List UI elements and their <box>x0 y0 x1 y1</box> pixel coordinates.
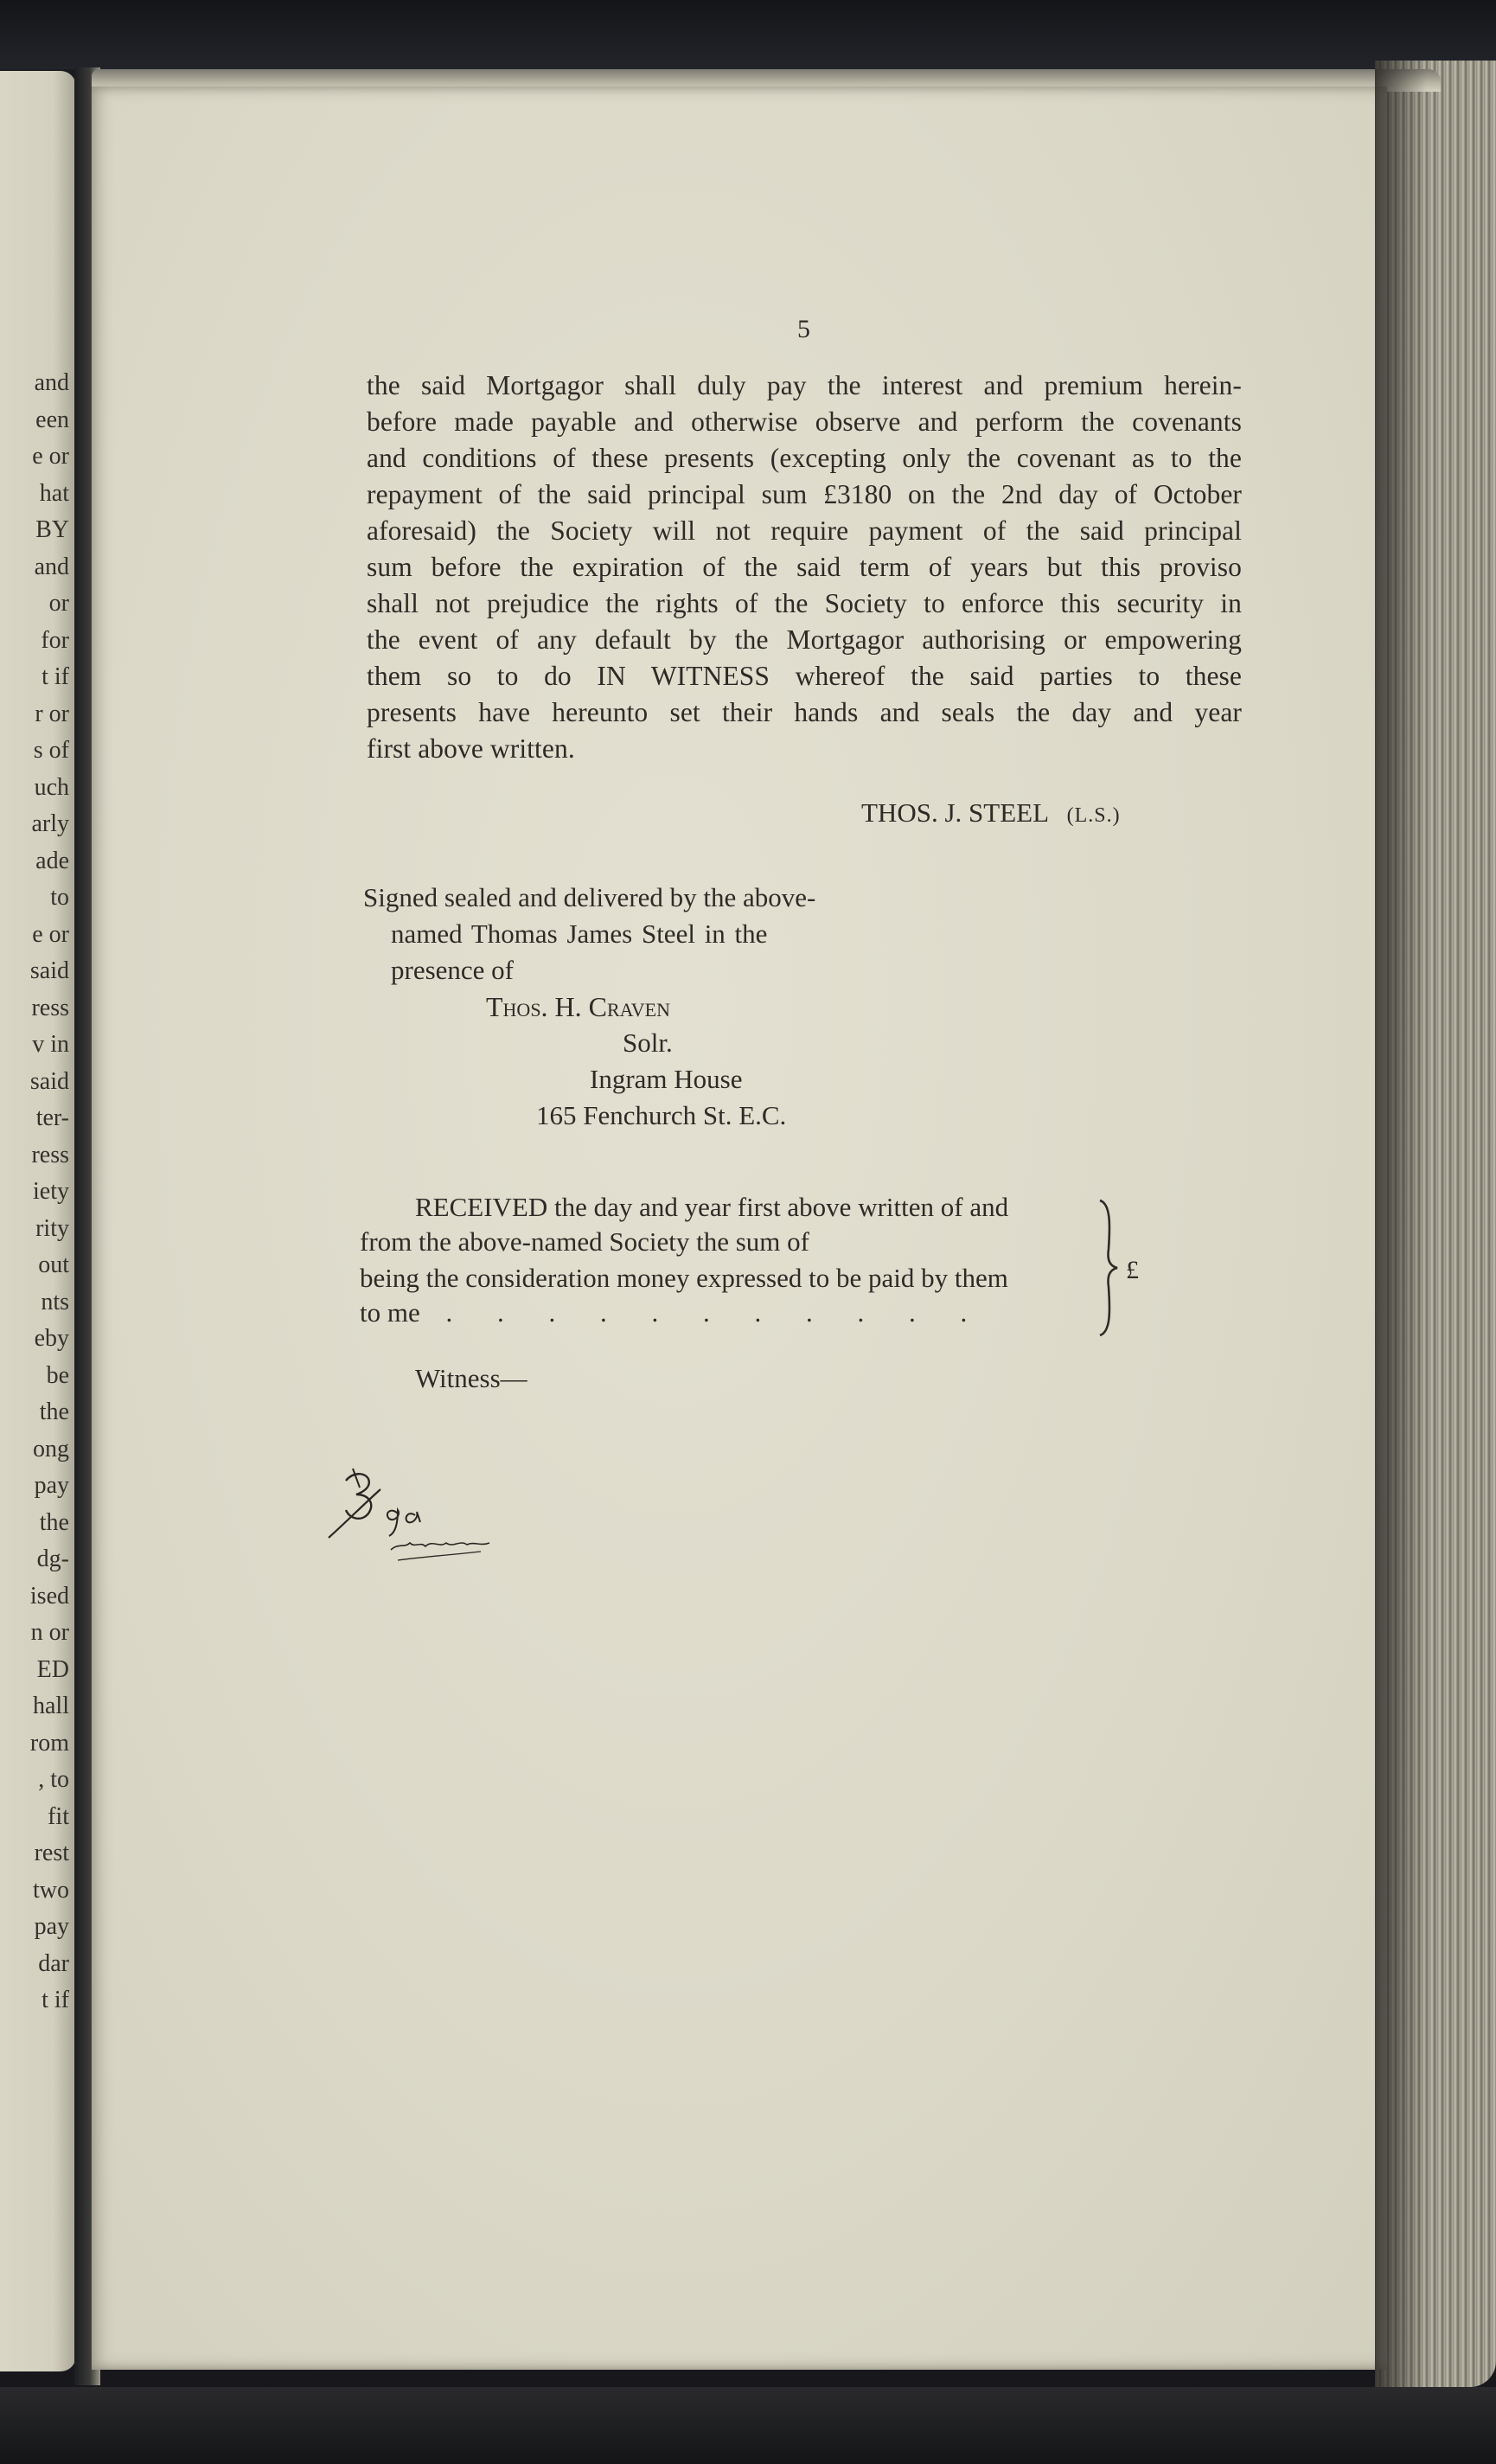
left-page-fragment: t if <box>42 1987 69 2013</box>
body-line: and conditions of these presents (excepting only the covenant as to the <box>367 443 1242 473</box>
left-page-fragment: n or <box>30 1619 69 1646</box>
body-line: sum before the expiration of the said term of years but this proviso <box>367 552 1242 582</box>
left-page-fragment: and <box>34 553 69 580</box>
left-page-fragment: out <box>38 1251 69 1278</box>
left-page-fragment: fit <box>48 1802 69 1830</box>
attestation-line: Signed sealed and delivered by the above- <box>363 882 816 912</box>
witness-label: Witness— <box>415 1363 527 1393</box>
page-stack-shadow <box>1375 61 1427 2387</box>
left-page-fragment: rom <box>29 1729 69 1757</box>
body-line: shall not prejudice the rights of the Society to enforce this security in <box>367 588 1242 618</box>
left-page-fragment: een <box>35 406 69 433</box>
left-page-fragment: ised <box>29 1582 69 1610</box>
left-page-fragment: to <box>50 884 69 911</box>
left-page-fragment: arly <box>31 810 69 837</box>
left-page-fragment: said <box>29 1067 69 1095</box>
left-page-fragment: two <box>33 1876 69 1904</box>
left-page-fragment: ress <box>31 1141 69 1168</box>
left-page-fragment: ED <box>36 1655 69 1683</box>
left-page-fragment: and <box>34 369 69 396</box>
body-line: aforesaid) the Society will not require payment of the said principal <box>367 515 1242 546</box>
left-page-fragment: pay <box>34 1472 69 1499</box>
receipt-line-final <box>360 1297 986 1328</box>
left-page-fragment: r or <box>35 700 69 727</box>
left-page-fragment: the <box>39 1398 69 1425</box>
left-page-fragment: uch <box>34 773 69 801</box>
book-cover-bottom <box>0 2387 1496 2464</box>
left-page-fragment: dg- <box>36 1546 69 1572</box>
pound-sign: £ <box>1126 1256 1139 1284</box>
receipt-to-me: to me <box>360 1297 420 1328</box>
left-page-fragment: pay <box>34 1913 69 1940</box>
left-page-fragment: ong <box>33 1435 69 1462</box>
body-line: the said Mortgagor shall duly pay the interest and premium herein- <box>367 370 1242 400</box>
witness-name: Thos. H. Craven <box>486 991 670 1022</box>
left-facing-page <box>0 71 76 2371</box>
handwritten-annotation-icon <box>311 1453 519 1574</box>
receipt-line: being the consideration money expressed to be paid by them <box>360 1263 1008 1293</box>
left-page-fragment: rity <box>35 1214 69 1242</box>
witness-address-line: Ingram House <box>590 1064 743 1094</box>
left-page-fragment: iety <box>33 1178 69 1205</box>
receipt-line: from the above-named Society the sum of <box>360 1226 809 1257</box>
left-page-fragment: ade <box>35 847 69 874</box>
seal-mark: (L.S.) <box>1066 804 1121 827</box>
left-page-fragment: eby <box>34 1325 69 1352</box>
signatory-name: THOS. J. STEEL <box>861 797 1048 828</box>
left-page-fragment: hall <box>33 1693 69 1719</box>
curly-brace-icon <box>1096 1197 1122 1339</box>
signatory-block <box>861 797 1121 829</box>
left-page-fragment: said <box>29 957 69 984</box>
left-page-fragment: , to <box>38 1766 69 1793</box>
attestation-line: named Thomas James Steel in the <box>391 918 768 949</box>
left-page-fragment: BY <box>35 516 69 543</box>
left-page-fragment: e or <box>32 920 69 948</box>
left-page-fragment: v in <box>32 1031 69 1058</box>
body-line: repayment of the said principal sum £3180 on the 2nd day of October <box>367 479 1242 509</box>
left-page-fragment: e or <box>32 443 69 470</box>
left-page-fragment: t if <box>42 663 69 690</box>
page-number: 5 <box>797 315 810 343</box>
left-page-fragment: for <box>41 626 69 654</box>
book-cover-top <box>0 0 1496 69</box>
left-page-text-fragments <box>30 365 69 2019</box>
left-page-fragment: be <box>46 1361 69 1389</box>
witness-address-line: 165 Fenchurch St. E.C. <box>536 1100 787 1130</box>
left-page-fragment: ress <box>31 994 69 1021</box>
left-page-fragment: hat <box>39 479 69 507</box>
attestation-line: presence of <box>391 955 514 985</box>
left-page-fragment: the <box>39 1508 69 1536</box>
left-page-fragment: ter- <box>35 1104 69 1131</box>
left-page-fragment: or <box>48 590 69 617</box>
left-page-fragment: rest <box>34 1840 69 1866</box>
left-page-fragment: s of <box>33 737 69 764</box>
left-page-fragment: dar <box>38 1949 69 1977</box>
left-page-fragment: nts <box>41 1288 69 1315</box>
receipt-leader-dots: . . . . . . . . . . . <box>445 1297 987 1328</box>
witness-title: Solr. <box>623 1027 673 1058</box>
receipt-line: RECEIVED the day and year first above written of and <box>415 1192 1009 1222</box>
body-line: before made payable and otherwise observe and perform the covenants <box>367 406 1242 437</box>
body-line: the event of any default by the Mortgagor authorising or empowering <box>367 624 1242 655</box>
body-line: presents have hereunto set their hands and seals the day and year <box>367 697 1242 727</box>
body-line: first above written. <box>367 733 575 764</box>
body-line: them so to do IN WITNESS whereof the said parties to these <box>367 661 1242 691</box>
